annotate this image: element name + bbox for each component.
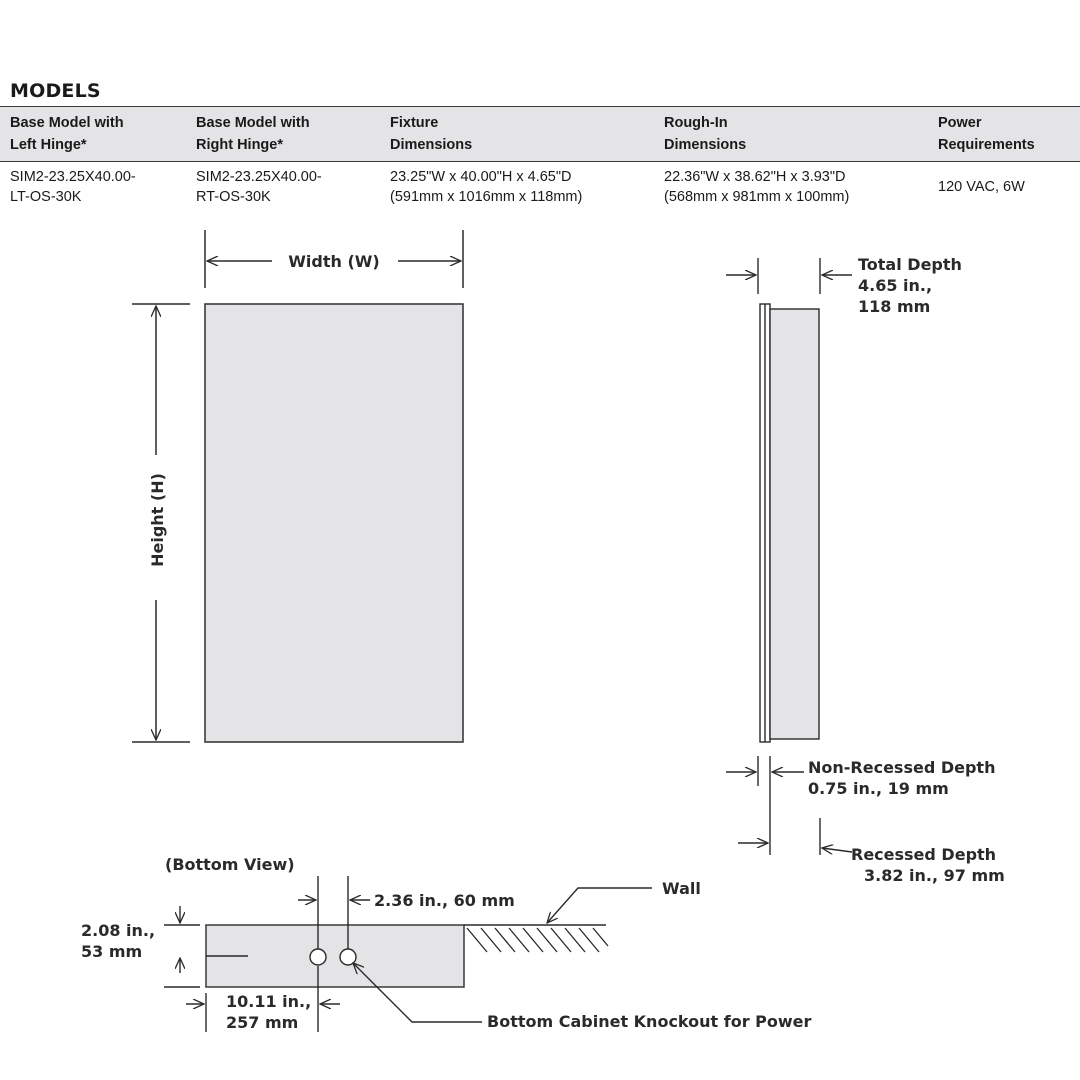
front-view [132, 230, 463, 742]
header-power-requirements: Power Requirements [928, 107, 1080, 162]
wall-hatch [467, 928, 608, 952]
cell-rough-in-dimensions: 22.36"W x 38.62"H x 3.93"D (568mm x 981mm x 100mm) [664, 169, 850, 205]
offset-label: 10.11 in., 257 mm [226, 992, 312, 1032]
height-label: Height (H) [148, 473, 167, 567]
cell-left-hinge-model: SIM2-23.25X40.00- LT-OS-30K [10, 169, 136, 205]
recessed-depth-label: Recessed Depth 3.82 in., 97 mm [851, 845, 1005, 885]
knockout-hole-left [310, 949, 326, 965]
header-right-hinge: Base Model with Right Hinge* [186, 107, 380, 162]
bottom-view-title: (Bottom View) [165, 855, 295, 874]
knockout-spacing-label: 2.36 in., 60 mm [374, 891, 515, 910]
recessed-leader [822, 848, 852, 852]
header-left-hinge: Base Model with Left Hinge* [0, 107, 186, 162]
knockout-hole-right [340, 949, 356, 965]
cell-fixture-dimensions: 23.25"W x 40.00"H x 4.65"D (591mm x 1016mm x 118mm) [390, 169, 583, 205]
side-body [770, 309, 819, 739]
front-panel [205, 304, 463, 742]
section-title: MODELS [10, 80, 101, 102]
header-fixture-dimensions: Fixture Dimensions [380, 107, 654, 162]
wall-leader [547, 888, 652, 923]
wall-label: Wall [662, 879, 701, 898]
header-rough-in-dimensions: Rough-In Dimensions [654, 107, 928, 162]
knockout-label: Bottom Cabinet Knockout for Power [487, 1012, 812, 1031]
depth-label: 2.08 in., 53 mm [81, 921, 156, 961]
width-label: Width (W) [288, 252, 380, 271]
cell-right-hinge-model: SIM2-23.25X40.00- RT-OS-30K [196, 169, 322, 205]
non-recessed-depth-label: Non-Recessed Depth 0.75 in., 19 mm [808, 758, 996, 798]
cell-power-requirements: 120 VAC, 6W [938, 179, 1025, 195]
total-depth-label: Total Depth 4.65 in., 118 mm [858, 255, 962, 316]
